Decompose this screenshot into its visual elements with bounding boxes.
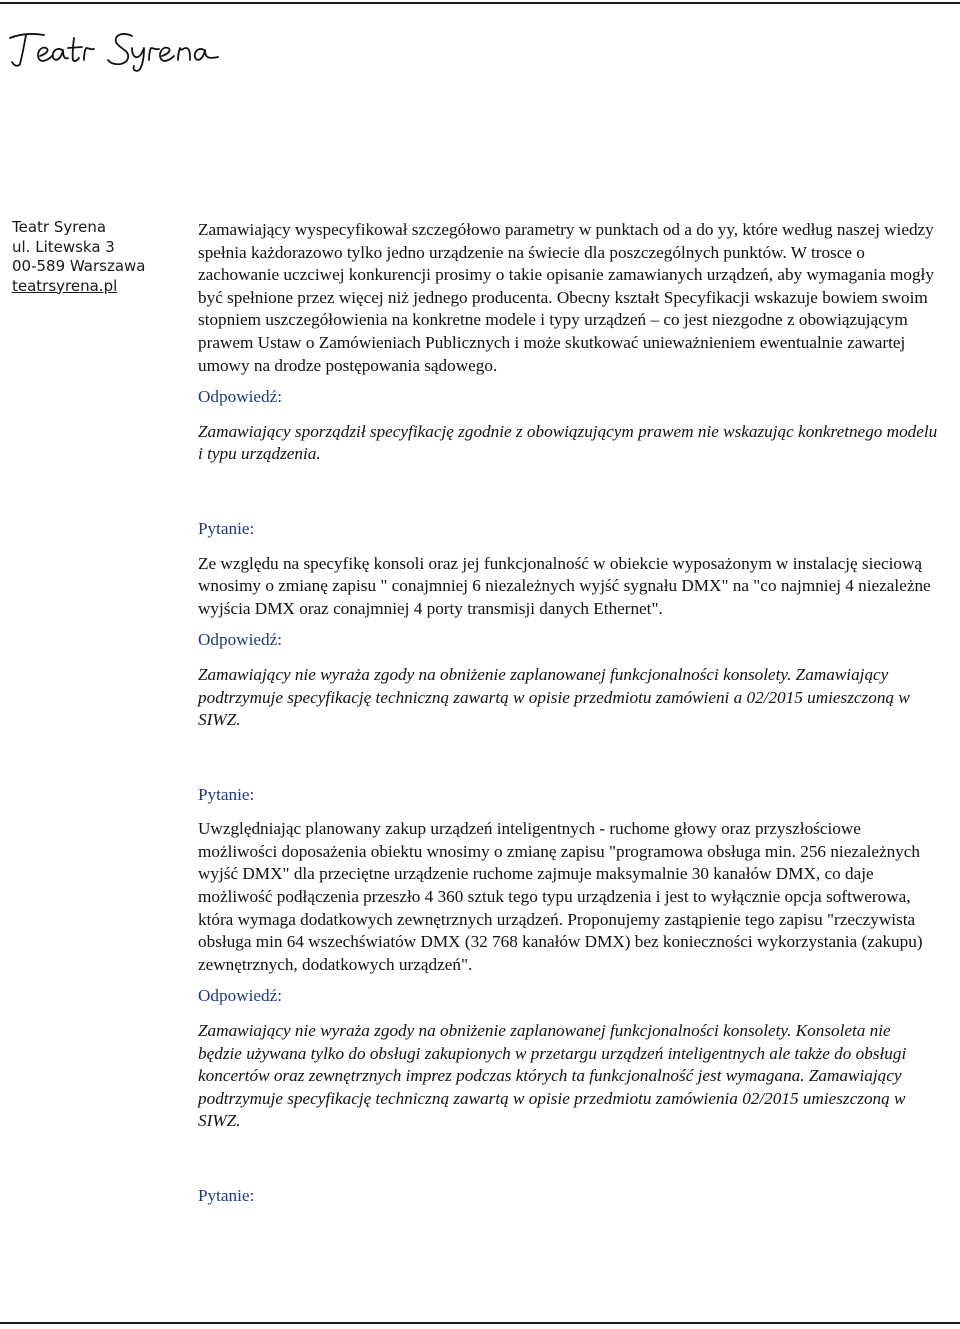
answer-text: Zamawiający sporządził specyfikację zgodnie z obowiązującym prawem nie wskazując konkretnego modelu i typu urządzenia. bbox=[198, 421, 938, 464]
answer-text: Zamawiający nie wyraża zgody na obniżenie zaplanowanej funkcjonalności konsolety. Zamawiający podtrzymuje specyfikację techniczną zawartą w opisie przedmiotu zamówieni a 02/2015 umieszczoną w SIWZ. bbox=[198, 664, 910, 730]
question-text: Ze względu na specyfikę konsoli oraz jej funkcjonalność w obiekcie wyposażonym w instalację sieciową wnosimy o zmianę zapisu " conajmniej 6 niezależnych wyjść sygnału DMX" na "co najmniej 4 niezależne wyjścia DMX oraz conajmniej 4 porty transmisji danych Ethernet". bbox=[198, 553, 931, 618]
address-name: Teatr Syrena bbox=[12, 218, 107, 236]
address-street: ul. Litewska 3 bbox=[12, 237, 115, 256]
question-label: Pytanie: bbox=[198, 784, 255, 804]
question-label: Pytanie: bbox=[198, 518, 255, 538]
answer-label: Odpowiedź: bbox=[198, 630, 283, 650]
question-label: Pytanie: bbox=[198, 1186, 255, 1205]
top-rule bbox=[0, 2, 960, 4]
document-body bbox=[198, 219, 938, 1208]
website-link[interactable]: teatrsyrena.pl bbox=[12, 276, 118, 295]
answer-label: Odpowiedź: bbox=[198, 986, 283, 1006]
question-text: Uwzględniając planowany zakup urządzeń inteligentnych - ruchome głowy oraz przyszłościowe możliwości doposażenia obiektu wnosimy o zmianę zapisu "programowa obsługa min. 256 niezależnych wyjść DMX" dla przeciętne urządzenie ruchome zajmuje maksymalnie 30 kanałów DMX, co daje możliwość podłączenia przeszło 4 360 sztuk tego typu urządzenia i jest to wyłącznie opcja softwerowa, która wymaga dodatkowych zewnętrznych urządzeń. Proponujemy zastąpienie tego zapisu "rzeczywista obsługa min 64 wszechświatów DMX (32 768 kanałów DMX) bez konieczności wykorzystania (zakupu) zewnętrznych, dodatkowych urządzeń". bbox=[198, 819, 923, 974]
answer-text: Zamawiający nie wyraża zgody na obniżenie zaplanowanej funkcjonalności konsolety. Konsoleta nie będzie używana tylko do obsługi zakupionych w przetargu urządzeń inteligentnych ale także do obsługi koncertów oraz zewnętrznych imprez podczas których ta funkcjonalność jest wymagana. Zamawiający podtrzymuje specyfikację techniczną zawartą w opisie przedmiotu zamówienia 02/2015 umieszczoną w SIWZ. bbox=[198, 1021, 907, 1131]
address-block bbox=[12, 218, 145, 296]
question-text: Zamawiający wyspecyfikował szczegółowo parametry w punktach od a do yy, które według naszej wiedzy spełnia każdorazowo tylko jedno urządzenie na świecie dla poszczególnych punktów. W trosce o zachowanie uczciwej konkurencji prosimy o takie opisanie zamawianych urządzeń, aby wymagania mogły być spełnione przez więcej niż jednego producenta. Obecny kształt Specyfikacji wskazuje bowiem swoim stopniem uszczegółowienia na konkretne modele i typy urządzeń – co jest niezgodne z obowiązującym prawem Ustaw o Zamówieniach Publicznych i może skutkować unieważnieniem ewentualnie zawartej umowy na drodze postępowania sądowego. bbox=[198, 220, 934, 375]
address-city: 00-589 Warszawa bbox=[12, 257, 146, 275]
answer-label: Odpowiedź: bbox=[198, 387, 283, 407]
bottom-rule bbox=[0, 1322, 960, 1324]
teatr-syrena-logo bbox=[6, 24, 226, 74]
